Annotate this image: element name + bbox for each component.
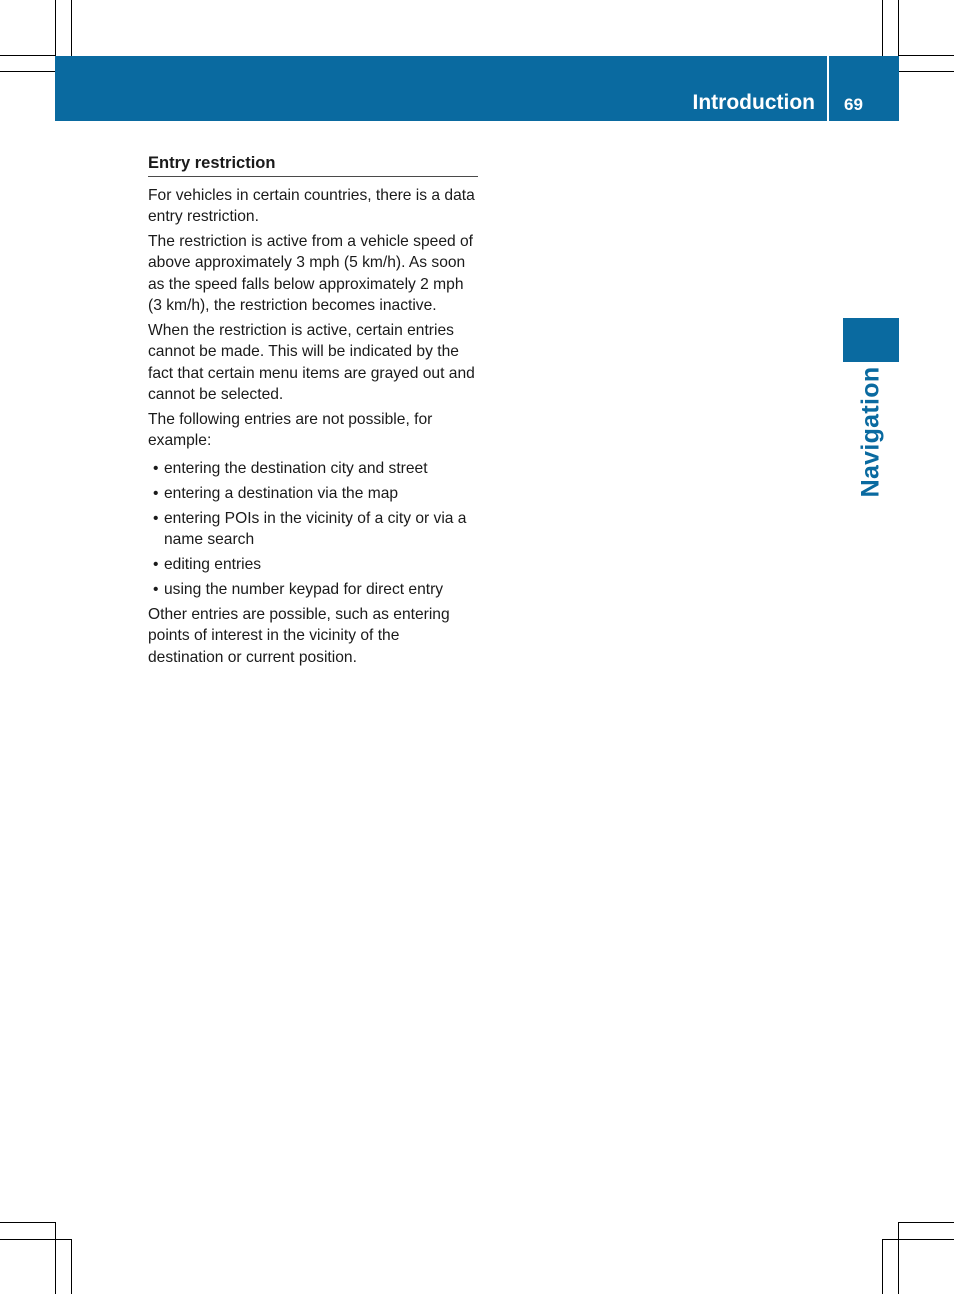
crop-mark <box>55 0 56 56</box>
crop-mark <box>899 55 954 56</box>
list-item-text: entering POIs in the vicinity of a city or via a name search <box>164 510 467 549</box>
paragraph: The restriction is active from a vehicle speed of above approximately 3 mph (5 km/h). As soon as the speed falls below approximately 2 mph (3 km/h), the restriction becomes inactive. <box>148 233 474 315</box>
side-tab-block <box>843 318 899 362</box>
bullet-icon: • <box>153 556 159 574</box>
content-column <box>148 152 478 672</box>
crop-mark <box>899 71 954 72</box>
crop-mark <box>0 1239 72 1240</box>
paragraph: The following entries are not possible, for example: <box>148 410 433 450</box>
crop-mark <box>71 1239 72 1294</box>
page-number: 69 <box>844 95 863 114</box>
paragraph: Other entries are possible, such as entering points of interest in the vicinity of the destination or current position. <box>148 606 450 666</box>
list-item-text: editing entries <box>164 556 262 574</box>
crop-mark <box>898 0 899 56</box>
crop-mark <box>0 71 55 72</box>
paragraph: When the restriction is active, certain entries cannot be made. This will be indicated by the fact that certain menu items are grayed out and cannot be selected. <box>148 321 475 403</box>
bullet-icon: • <box>153 460 159 478</box>
crop-mark <box>882 1239 883 1294</box>
crop-mark <box>899 1222 954 1223</box>
list-item <box>148 458 478 479</box>
bullet-icon: • <box>153 510 159 528</box>
section-heading: Entry restriction <box>148 152 478 177</box>
section-title: Introduction <box>692 91 815 114</box>
crop-mark <box>71 0 72 56</box>
crop-mark <box>882 1239 954 1240</box>
side-tab-label: Navigation <box>856 366 885 498</box>
crop-mark <box>898 1222 899 1294</box>
list-item <box>148 554 478 575</box>
list-item <box>148 483 478 504</box>
list-item <box>148 508 478 551</box>
bullet-list <box>148 458 478 600</box>
crop-mark <box>55 1222 56 1294</box>
list-item <box>148 579 478 600</box>
header-divider <box>827 56 829 121</box>
bullet-icon: • <box>153 485 159 503</box>
crop-mark <box>882 0 883 56</box>
paragraph: For vehicles in certain countries, there is a data entry restriction. <box>148 187 475 226</box>
list-item-text: entering a destination via the map <box>164 485 399 503</box>
crop-mark <box>0 1222 55 1223</box>
list-item-text: using the number keypad for direct entry <box>164 581 444 599</box>
crop-mark <box>0 55 55 56</box>
list-item-text: entering the destination city and street <box>164 460 428 478</box>
bullet-icon: • <box>153 581 159 599</box>
